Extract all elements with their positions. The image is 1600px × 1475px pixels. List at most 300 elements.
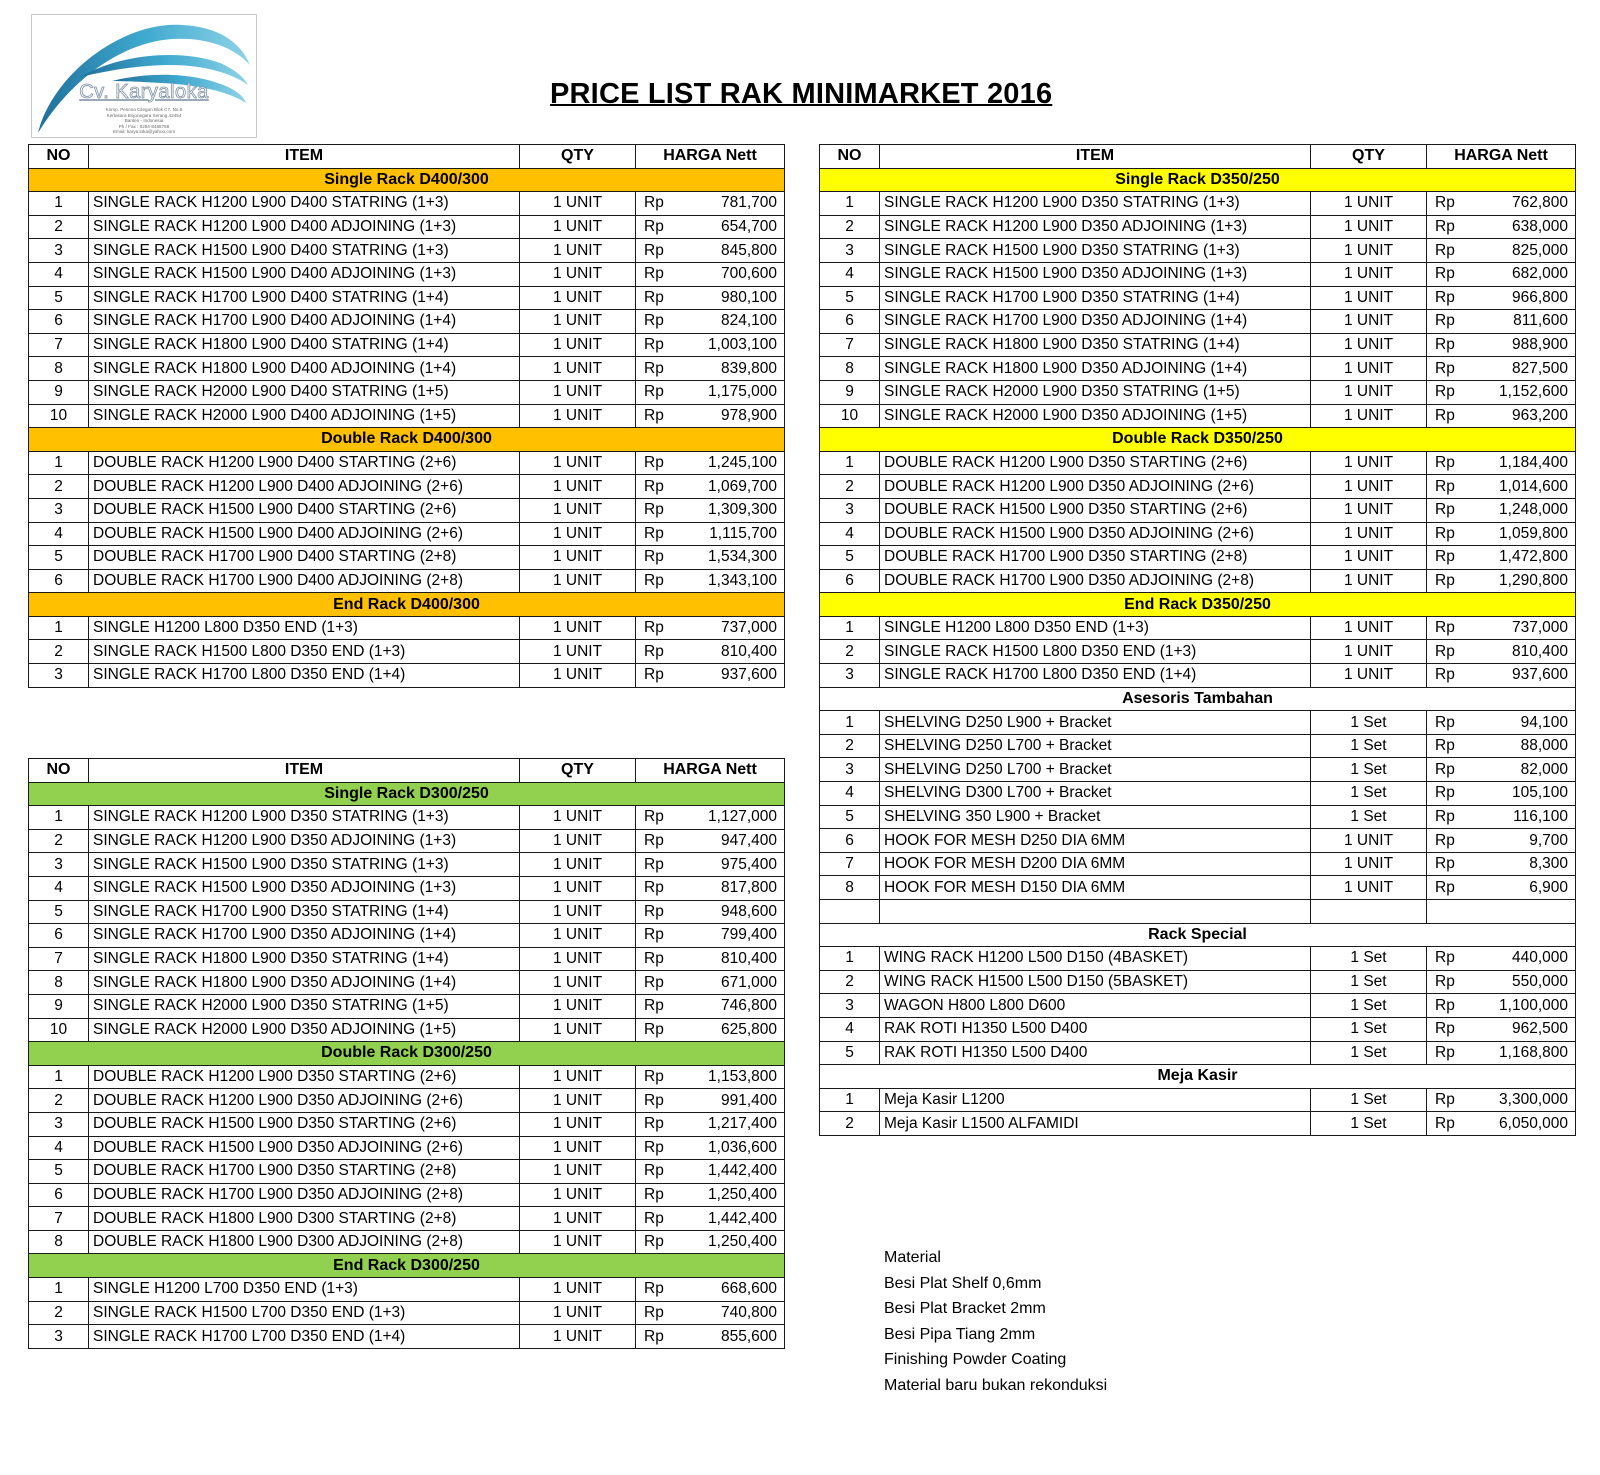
section-header-row bbox=[820, 428, 1576, 452]
currency-label: Rp bbox=[644, 288, 664, 306]
item-name: SINGLE RACK H2000 L900 D350 STATRING (1+5) bbox=[880, 380, 1311, 404]
item-price bbox=[636, 522, 785, 546]
item-price bbox=[1427, 333, 1576, 357]
price-value: 1,250,400 bbox=[708, 1233, 777, 1251]
item-qty: 1 UNIT bbox=[1311, 215, 1427, 239]
item-qty: 1 UNIT bbox=[1311, 192, 1427, 216]
item-name: SINGLE RACK H1700 L900 D350 STATRING (1+4) bbox=[89, 900, 520, 924]
item-price bbox=[1427, 640, 1576, 664]
item-name: SINGLE RACK H1700 L900 D350 ADJOINING (1+4) bbox=[89, 924, 520, 948]
item-price bbox=[1427, 664, 1576, 688]
item-price bbox=[1427, 192, 1576, 216]
item-qty: 1 UNIT bbox=[520, 924, 636, 948]
price-value: 1,184,400 bbox=[1499, 454, 1568, 472]
currency-label: Rp bbox=[644, 1068, 664, 1086]
table-header-row bbox=[820, 145, 1576, 169]
item-name: SINGLE RACK H1700 L700 D350 END (1+4) bbox=[89, 1325, 520, 1349]
item-name: SINGLE RACK H1800 L900 D350 ADJOINING (1+4) bbox=[89, 971, 520, 995]
item-name: DOUBLE RACK H1500 L900 D350 STARTING (2+6) bbox=[880, 498, 1311, 522]
row-number: 10 bbox=[29, 1018, 89, 1042]
row-number: 8 bbox=[29, 971, 89, 995]
item-name: DOUBLE RACK H1200 L900 D350 STARTING (2+6) bbox=[89, 1065, 520, 1089]
item-name: HOOK FOR MESH D250 DIA 6MM bbox=[880, 829, 1311, 853]
table-row bbox=[820, 333, 1576, 357]
price-value: 682,000 bbox=[1511, 265, 1568, 283]
item-name: DOUBLE RACK H1700 L900 D400 STARTING (2+8) bbox=[89, 546, 520, 570]
item-qty: 1 UNIT bbox=[520, 498, 636, 522]
item-name: SINGLE RACK H1800 L900 D400 ADJOINING (1+4) bbox=[89, 357, 520, 381]
currency-label: Rp bbox=[644, 1091, 664, 1109]
item-qty: 1 Set bbox=[1311, 711, 1427, 735]
table-header-row bbox=[29, 759, 785, 783]
item-price bbox=[1427, 734, 1576, 758]
price-value: 988,900 bbox=[1511, 336, 1568, 354]
table-row bbox=[29, 333, 785, 357]
item-price bbox=[1427, 1112, 1576, 1136]
row-number: 1 bbox=[29, 192, 89, 216]
table-row bbox=[29, 498, 785, 522]
row-number: 3 bbox=[29, 664, 89, 688]
table-row bbox=[29, 876, 785, 900]
item-price bbox=[636, 1018, 785, 1042]
item-qty: 1 Set bbox=[1311, 947, 1427, 971]
item-price bbox=[636, 357, 785, 381]
item-name: SINGLE RACK H1500 L900 D350 STATRING (1+3) bbox=[89, 853, 520, 877]
currency-label: Rp bbox=[1435, 312, 1455, 330]
currency-label: Rp bbox=[644, 241, 664, 259]
item-name: DOUBLE RACK H1200 L900 D350 ADJOINING (2+6) bbox=[89, 1089, 520, 1113]
row-number: 10 bbox=[29, 404, 89, 428]
item-name: Meja Kasir L1500 ALFAMIDI bbox=[880, 1112, 1311, 1136]
table-header-row bbox=[29, 145, 785, 169]
row-number: 8 bbox=[820, 876, 880, 900]
note-line: Finishing Powder Coating bbox=[884, 1351, 1067, 1369]
item-price bbox=[1427, 876, 1576, 900]
item-price bbox=[1427, 262, 1576, 286]
row-number: 2 bbox=[820, 215, 880, 239]
row-number: 3 bbox=[29, 1112, 89, 1136]
price-table-d400 bbox=[28, 144, 785, 688]
row-number: 5 bbox=[820, 286, 880, 310]
price-value: 810,400 bbox=[1511, 642, 1568, 660]
item-name: SINGLE RACK H1800 L900 D400 STATRING (1+4) bbox=[89, 333, 520, 357]
item-name: SINGLE RACK H1200 L900 D350 STATRING (1+3) bbox=[880, 192, 1311, 216]
table-row bbox=[29, 971, 785, 995]
item-name: SHELVING 350 L900 + Bracket bbox=[880, 805, 1311, 829]
row-number: 3 bbox=[820, 994, 880, 1018]
price-value: 700,600 bbox=[720, 265, 777, 283]
price-table-d300 bbox=[28, 758, 785, 1349]
item-qty: 1 UNIT bbox=[1311, 829, 1427, 853]
section-title: Meja Kasir bbox=[820, 1065, 1576, 1089]
currency-label: Rp bbox=[1435, 878, 1455, 896]
currency-label: Rp bbox=[1435, 288, 1455, 306]
item-price bbox=[1427, 782, 1576, 806]
col-header-no: NO bbox=[29, 145, 89, 169]
section-header-row bbox=[820, 687, 1576, 711]
currency-label: Rp bbox=[1435, 855, 1455, 873]
row-number: 6 bbox=[820, 310, 880, 334]
item-name: DOUBLE RACK H1800 L900 D300 STARTING (2+8) bbox=[89, 1207, 520, 1231]
price-value: 978,900 bbox=[720, 406, 777, 424]
item-qty: 1 UNIT bbox=[520, 900, 636, 924]
currency-label: Rp bbox=[644, 879, 664, 897]
table-row bbox=[29, 1325, 785, 1349]
item-price bbox=[1427, 546, 1576, 570]
price-value: 550,000 bbox=[1511, 973, 1568, 991]
item-price bbox=[636, 310, 785, 334]
item-qty: 1 UNIT bbox=[1311, 664, 1427, 688]
item-price bbox=[636, 380, 785, 404]
table-row bbox=[29, 994, 785, 1018]
price-value: 845,800 bbox=[720, 241, 777, 259]
row-number: 5 bbox=[820, 1041, 880, 1065]
price-value: 825,000 bbox=[1511, 241, 1568, 259]
table-row bbox=[29, 640, 785, 664]
item-qty: 1 UNIT bbox=[520, 380, 636, 404]
price-value: 937,600 bbox=[720, 666, 777, 684]
row-number: 3 bbox=[29, 853, 89, 877]
item-name: SINGLE RACK H1700 L900 D350 ADJOINING (1+4) bbox=[880, 310, 1311, 334]
price-value: 1,442,400 bbox=[708, 1209, 777, 1227]
item-name: SINGLE RACK H1500 L900 D350 ADJOINING (1+3) bbox=[880, 262, 1311, 286]
item-qty: 1 UNIT bbox=[520, 806, 636, 830]
item-name bbox=[880, 900, 1311, 924]
price-value: 1,100,000 bbox=[1499, 996, 1568, 1014]
item-price bbox=[636, 215, 785, 239]
currency-label: Rp bbox=[1435, 265, 1455, 283]
material-notes bbox=[884, 1245, 1107, 1399]
price-table-d350-accessories bbox=[819, 144, 1576, 1136]
item-price bbox=[636, 333, 785, 357]
item-qty: 1 UNIT bbox=[520, 829, 636, 853]
item-qty: 1 UNIT bbox=[520, 333, 636, 357]
currency-label: Rp bbox=[644, 926, 664, 944]
price-value: 810,400 bbox=[720, 950, 777, 968]
row-number: 9 bbox=[29, 380, 89, 404]
price-value: 824,100 bbox=[720, 312, 777, 330]
row-number: 6 bbox=[29, 310, 89, 334]
item-price bbox=[636, 994, 785, 1018]
section-header-row bbox=[29, 428, 785, 452]
item-name: DOUBLE RACK H1500 L900 D400 ADJOINING (2+6) bbox=[89, 522, 520, 546]
item-price bbox=[1427, 970, 1576, 994]
currency-label: Rp bbox=[1435, 713, 1455, 731]
item-qty: 1 UNIT bbox=[1311, 569, 1427, 593]
table-row bbox=[29, 215, 785, 239]
item-price bbox=[636, 1089, 785, 1113]
table-row bbox=[29, 286, 785, 310]
item-qty: 1 UNIT bbox=[520, 262, 636, 286]
currency-label: Rp bbox=[644, 666, 664, 684]
item-price bbox=[636, 546, 785, 570]
item-qty: 1 UNIT bbox=[1311, 451, 1427, 475]
row-number: 2 bbox=[820, 1112, 880, 1136]
currency-label: Rp bbox=[1435, 807, 1455, 825]
item-qty: 1 UNIT bbox=[520, 1183, 636, 1207]
item-qty: 1 Set bbox=[1311, 782, 1427, 806]
table-row bbox=[29, 475, 785, 499]
currency-label: Rp bbox=[644, 265, 664, 283]
row-number: 7 bbox=[29, 333, 89, 357]
currency-label: Rp bbox=[644, 571, 664, 589]
item-qty: 1 UNIT bbox=[1311, 380, 1427, 404]
price-value: 1,248,000 bbox=[1499, 501, 1568, 519]
table-row bbox=[820, 451, 1576, 475]
row-number: 5 bbox=[29, 286, 89, 310]
item-name: DOUBLE RACK H1500 L900 D400 STARTING (2+6) bbox=[89, 498, 520, 522]
row-number: 2 bbox=[820, 970, 880, 994]
item-qty: 1 UNIT bbox=[1311, 239, 1427, 263]
item-name: SINGLE RACK H1700 L900 D400 STATRING (1+4) bbox=[89, 286, 520, 310]
item-qty: 1 Set bbox=[1311, 994, 1427, 1018]
item-qty: 1 UNIT bbox=[520, 192, 636, 216]
row-number: 1 bbox=[820, 451, 880, 475]
table-row bbox=[29, 262, 785, 286]
price-value: 1,442,400 bbox=[708, 1162, 777, 1180]
item-price bbox=[636, 1230, 785, 1254]
table-row bbox=[820, 357, 1576, 381]
table-row bbox=[820, 262, 1576, 286]
table-row bbox=[820, 380, 1576, 404]
section-title: Single Rack D350/250 bbox=[820, 168, 1576, 192]
section-header-row bbox=[29, 782, 785, 806]
item-qty: 1 UNIT bbox=[1311, 640, 1427, 664]
item-qty: 1 Set bbox=[1311, 805, 1427, 829]
table-row bbox=[820, 192, 1576, 216]
item-price bbox=[1427, 357, 1576, 381]
item-qty: 1 UNIT bbox=[520, 1325, 636, 1349]
item-price bbox=[636, 1301, 785, 1325]
currency-label: Rp bbox=[644, 1185, 664, 1203]
item-name: SINGLE RACK H1800 L900 D350 ADJOINING (1+4) bbox=[880, 357, 1311, 381]
item-price bbox=[1427, 239, 1576, 263]
price-value: 963,200 bbox=[1511, 406, 1568, 424]
row-number: 5 bbox=[820, 805, 880, 829]
item-name: DOUBLE RACK H1500 L900 D350 ADJOINING (2+6) bbox=[880, 522, 1311, 546]
item-name: SINGLE RACK H1200 L900 D400 STATRING (1+3) bbox=[89, 192, 520, 216]
table-row bbox=[820, 734, 1576, 758]
row-number: 6 bbox=[29, 924, 89, 948]
item-qty: 1 UNIT bbox=[520, 239, 636, 263]
item-qty: 1 UNIT bbox=[520, 310, 636, 334]
currency-label: Rp bbox=[644, 218, 664, 236]
table-row bbox=[820, 1041, 1576, 1065]
row-number: 3 bbox=[820, 498, 880, 522]
currency-label: Rp bbox=[1435, 548, 1455, 566]
price-value: 1,153,800 bbox=[708, 1068, 777, 1086]
row-number: 1 bbox=[820, 947, 880, 971]
item-price bbox=[636, 1112, 785, 1136]
price-value: 671,000 bbox=[720, 973, 777, 991]
item-name: SINGLE RACK H1500 L900 D400 STATRING (1+3) bbox=[89, 239, 520, 263]
table-row bbox=[29, 1089, 785, 1113]
currency-label: Rp bbox=[644, 1115, 664, 1133]
row-number: 2 bbox=[29, 829, 89, 853]
col-header-no: NO bbox=[820, 145, 880, 169]
col-header-qty: QTY bbox=[520, 759, 636, 783]
row-number: 4 bbox=[29, 522, 89, 546]
currency-label: Rp bbox=[644, 1233, 664, 1251]
currency-label: Rp bbox=[1435, 973, 1455, 991]
currency-label: Rp bbox=[1435, 737, 1455, 755]
item-price bbox=[1427, 1041, 1576, 1065]
table-row bbox=[29, 404, 785, 428]
item-name: SINGLE H1200 L800 D350 END (1+3) bbox=[880, 616, 1311, 640]
currency-label: Rp bbox=[644, 406, 664, 424]
price-value: 1,534,300 bbox=[708, 548, 777, 566]
item-price bbox=[1427, 1017, 1576, 1041]
row-number: 4 bbox=[29, 262, 89, 286]
item-price bbox=[1427, 404, 1576, 428]
section-title: Double Rack D300/250 bbox=[29, 1042, 785, 1066]
table-row bbox=[29, 853, 785, 877]
currency-label: Rp bbox=[644, 454, 664, 472]
price-value: 88,000 bbox=[1520, 737, 1568, 755]
item-name: Meja Kasir L1200 bbox=[880, 1088, 1311, 1112]
currency-label: Rp bbox=[644, 808, 664, 826]
currency-label: Rp bbox=[644, 997, 664, 1015]
item-price bbox=[636, 404, 785, 428]
price-value: 6,050,000 bbox=[1499, 1114, 1568, 1132]
row-number: 4 bbox=[820, 1017, 880, 1041]
price-value: 827,500 bbox=[1511, 359, 1568, 377]
note-line: Besi Plat Bracket 2mm bbox=[884, 1300, 1046, 1318]
company-name: Cv. Karyaloka bbox=[79, 81, 209, 103]
row-number: 3 bbox=[29, 498, 89, 522]
page-title: PRICE LIST RAK MINIMARKET 2016 bbox=[550, 78, 1053, 110]
price-value: 740,800 bbox=[720, 1303, 777, 1321]
item-price bbox=[636, 640, 785, 664]
price-value: 440,000 bbox=[1511, 949, 1568, 967]
item-name: SHELVING D250 L900 + Bracket bbox=[880, 711, 1311, 735]
price-value: 105,100 bbox=[1511, 784, 1568, 802]
item-price bbox=[636, 1207, 785, 1231]
table-row bbox=[820, 782, 1576, 806]
item-name: SINGLE RACK H2000 L900 D350 ADJOINING (1+5) bbox=[89, 1018, 520, 1042]
price-value: 781,700 bbox=[720, 194, 777, 212]
item-name: DOUBLE RACK H1800 L900 D300 ADJOINING (2+8) bbox=[89, 1230, 520, 1254]
row-number: 4 bbox=[29, 876, 89, 900]
item-name: DOUBLE RACK H1500 L900 D350 ADJOINING (2+6) bbox=[89, 1136, 520, 1160]
currency-label: Rp bbox=[644, 950, 664, 968]
table-row bbox=[29, 1183, 785, 1207]
table-row bbox=[820, 876, 1576, 900]
item-price bbox=[636, 569, 785, 593]
price-value: 947,400 bbox=[720, 832, 777, 850]
item-price bbox=[636, 1065, 785, 1089]
item-price bbox=[636, 900, 785, 924]
col-header-qty: QTY bbox=[1311, 145, 1427, 169]
currency-label: Rp bbox=[1435, 406, 1455, 424]
row-number: 3 bbox=[820, 239, 880, 263]
item-price bbox=[1427, 569, 1576, 593]
item-name: SINGLE RACK H1500 L900 D350 STATRING (1+3) bbox=[880, 239, 1311, 263]
table-row bbox=[29, 806, 785, 830]
note-line: Besi Plat Shelf 0,6mm bbox=[884, 1274, 1042, 1292]
row-number: 4 bbox=[29, 1136, 89, 1160]
item-qty: 1 UNIT bbox=[1311, 852, 1427, 876]
item-qty: 1 UNIT bbox=[520, 404, 636, 428]
item-price bbox=[636, 924, 785, 948]
item-price bbox=[636, 947, 785, 971]
item-name: SINGLE RACK H1200 L900 D350 ADJOINING (1+3) bbox=[89, 829, 520, 853]
item-price bbox=[636, 286, 785, 310]
item-price bbox=[636, 498, 785, 522]
item-name: SINGLE RACK H2000 L900 D350 STATRING (1+5) bbox=[89, 994, 520, 1018]
note-line: Material bbox=[884, 1249, 941, 1266]
item-price bbox=[1427, 1088, 1576, 1112]
currency-label: Rp bbox=[1435, 760, 1455, 778]
currency-label: Rp bbox=[1435, 831, 1455, 849]
item-price bbox=[636, 876, 785, 900]
price-value: 1,290,800 bbox=[1499, 571, 1568, 589]
item-qty: 1 UNIT bbox=[1311, 616, 1427, 640]
item-name: DOUBLE RACK H1700 L900 D400 ADJOINING (2+8) bbox=[89, 569, 520, 593]
price-value: 1,168,800 bbox=[1499, 1043, 1568, 1061]
item-price bbox=[1427, 286, 1576, 310]
row-number: 4 bbox=[820, 782, 880, 806]
row-number: 6 bbox=[29, 1183, 89, 1207]
table-row bbox=[820, 1017, 1576, 1041]
item-qty: 1 UNIT bbox=[1311, 522, 1427, 546]
row-number: 2 bbox=[820, 475, 880, 499]
price-value: 855,600 bbox=[720, 1327, 777, 1345]
item-qty: 1 Set bbox=[1311, 1017, 1427, 1041]
item-name: SHELVING D250 L700 + Bracket bbox=[880, 758, 1311, 782]
row-number: 3 bbox=[820, 758, 880, 782]
item-name: DOUBLE RACK H1700 L900 D350 STARTING (2+8) bbox=[89, 1160, 520, 1184]
row-number: 6 bbox=[820, 829, 880, 853]
item-name: DOUBLE RACK H1500 L900 D350 STARTING (2+6) bbox=[89, 1112, 520, 1136]
item-price bbox=[1427, 829, 1576, 853]
price-value: 94,100 bbox=[1520, 713, 1568, 731]
price-value: 991,400 bbox=[720, 1091, 777, 1109]
col-header-item: ITEM bbox=[89, 145, 520, 169]
currency-label: Rp bbox=[1435, 218, 1455, 236]
table-row bbox=[820, 286, 1576, 310]
section-title: Double Rack D400/300 bbox=[29, 428, 785, 452]
table-row bbox=[29, 1160, 785, 1184]
company-logo bbox=[31, 14, 257, 138]
item-price bbox=[636, 475, 785, 499]
table-row bbox=[29, 192, 785, 216]
section-title: Single Rack D300/250 bbox=[29, 782, 785, 806]
item-qty: 1 Set bbox=[1311, 1112, 1427, 1136]
row-number: 7 bbox=[29, 947, 89, 971]
item-qty: 1 UNIT bbox=[520, 853, 636, 877]
item-name: SINGLE RACK H1500 L900 D350 ADJOINING (1+3) bbox=[89, 876, 520, 900]
table-row bbox=[820, 546, 1576, 570]
price-value: 1,152,600 bbox=[1499, 383, 1568, 401]
currency-label: Rp bbox=[644, 1138, 664, 1156]
item-price bbox=[1427, 475, 1576, 499]
section-header-row bbox=[29, 1254, 785, 1278]
section-header-row bbox=[820, 168, 1576, 192]
currency-label: Rp bbox=[1435, 571, 1455, 589]
item-qty: 1 UNIT bbox=[520, 640, 636, 664]
item-price bbox=[1427, 900, 1576, 924]
row-number: 5 bbox=[29, 900, 89, 924]
price-value: 799,400 bbox=[720, 926, 777, 944]
table-row bbox=[820, 711, 1576, 735]
item-qty: 1 UNIT bbox=[520, 451, 636, 475]
item-price bbox=[1427, 310, 1576, 334]
currency-label: Rp bbox=[1435, 477, 1455, 495]
item-name: DOUBLE RACK H1200 L900 D350 STARTING (2+6) bbox=[880, 451, 1311, 475]
item-name: WING RACK H1200 L500 D150 (4BASKET) bbox=[880, 947, 1311, 971]
item-price bbox=[1427, 498, 1576, 522]
